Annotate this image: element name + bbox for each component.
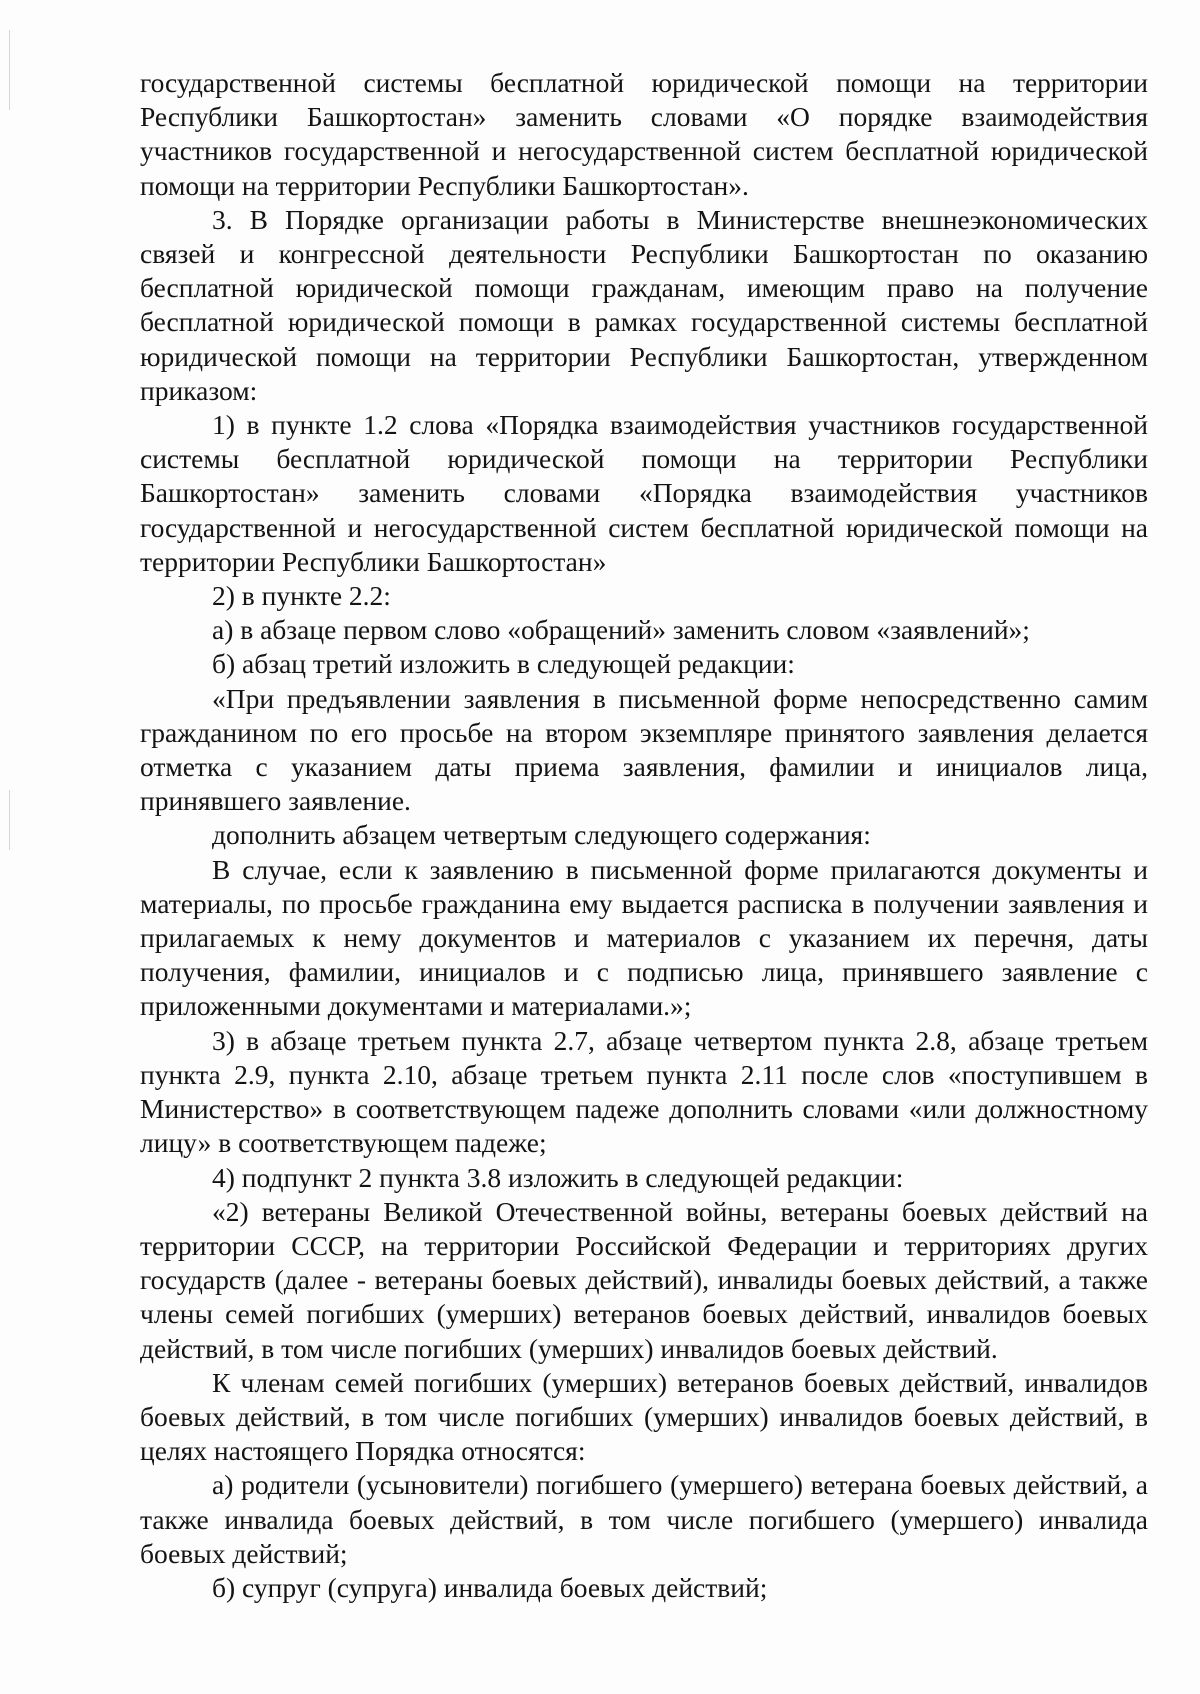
paragraph-item-3: 3. В Порядке организации работы в Министерстве внешнеэкономических связей и конгрессной деятельности Республики Башкортостан по оказанию бесплатной юридической помощи гражданам, имеющим право на получение бесплатной юридической помощи в рамках государственной системы бесплатной юридической помощи на территории Республики Башкортостан, утвержденном приказом: [140, 203, 1148, 406]
paragraph-quote-abzac-3: «При предъявлении заявления в письменной форме непосредственно самим гражданином по его просьбе на втором экземпляре принятого заявления делается отметка с указанием даты приема заявления, фамилии и инициалов лица, принявшего заявление. [140, 682, 1149, 817]
paragraph-subitem-2: 2) в пункте 2.2: [212, 580, 391, 612]
paragraph-subitem-2b: б) абзац третий изложить в следующей редакции: [212, 648, 795, 680]
paragraph-quote-abzac-4: В случае, если к заявлению в письменной форме прилагаются документы и материалы, по просьбе гражданина ему выдается расписка в получении заявления и прилагаемых к нему документов и материалов с указанием их перечня, даты получения, фамилии, инициалов и с подписью лица, принявшего заявление с приложенными документами и материалами.»; [140, 853, 1149, 1022]
document-body [140, 66, 1148, 1605]
paragraph-subitem-1: 1) в пункте 1.2 слова «Порядка взаимодействия участников государственной системы бесплатной юридической помощи на территории Республики Башкортостан» заменить словами «Порядка взаимодействия участников государственной и негосударственной систем бесплатной юридической помощи на территории Республики Башкортостан» [140, 409, 1149, 577]
paragraph-subitem-4: 4) подпункт 2 пункта 3.8 изложить в следующей редакции: [212, 1161, 904, 1193]
scan-margin-mark [9, 30, 10, 110]
paragraph-family-b: б) супруг (супруга) инвалида боевых действий; [212, 1571, 768, 1603]
scan-margin-mark [9, 790, 10, 850]
paragraph-quote-veterans: «2) ветераны Великой Отечественной войны, ветераны боевых действий на территории СССР, на территории Российской Федерации и территориях других государств (далее - ветераны боевых действий), инвалиды боевых действий, а также члены семей погибших (умерших) ветеранов боевых действий, инвалидов боевых действий, в том числе погибших (умерших) инвалидов боевых действий. [140, 1195, 1148, 1364]
paragraph-subitem-2a: а) в абзаце первом слово «обращений» заменить словом «заявлений»; [212, 614, 1030, 646]
paragraph-family-a: а) родители (усыновители) погибшего (умершего) ветерана боевых действий, а также инвалида боевых действий, в том числе погибшего (умершего) инвалида боевых действий; [140, 1469, 1149, 1569]
paragraph-continuation: государственной системы бесплатной юридической помощи на территории Республики Башкортостан» заменить словами «О порядке взаимодействия участников государственной и негосударственной систем бесплатной юридической помощи на территории Республики Башкортостан». [140, 67, 1148, 201]
paragraph-family-members: К членам семей погибших (умерших) ветеранов боевых действий, инвалидов боевых действий, в том числе погибших (умерших) инвалидов боевых действий, в целях настоящего Порядка относятся: [140, 1366, 1149, 1467]
paragraph-add-abzac-4: дополнить абзацем четвертым следующего содержания: [212, 819, 871, 851]
paragraph-subitem-3: 3) в абзаце третьем пункта 2.7, абзаце четвертом пункта 2.8, абзаце третьем пункта 2.9, пункта 2.10, абзаце третьем пункта 2.11 после слов «поступившем в Министерство» в соответствующем падеже дополнить словами «или должностному лицу» в соответствующем падеже; [140, 1024, 1149, 1159]
